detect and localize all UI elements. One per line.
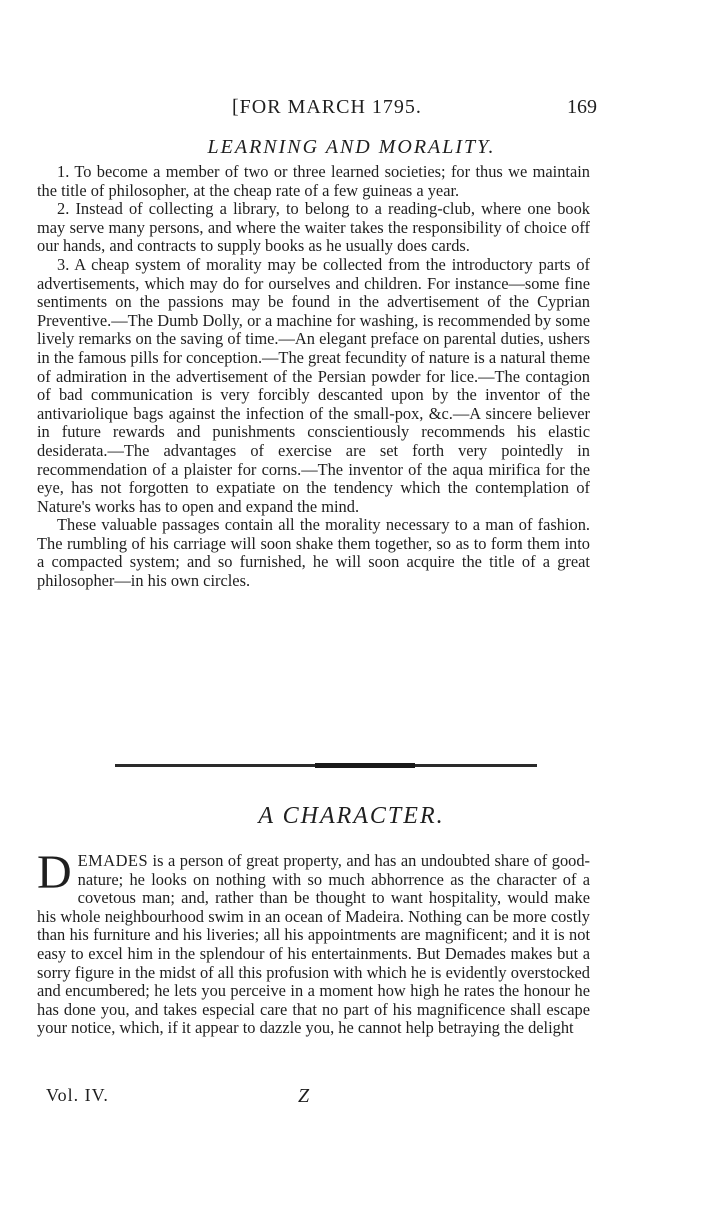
page-number: 169: [567, 96, 597, 118]
drop-cap: D: [37, 846, 72, 899]
paragraph: [37, 846, 590, 1038]
section-body-learning: [37, 163, 590, 591]
section-body-character: [37, 846, 590, 1038]
paragraph: 3. A cheap system of morality may be collected from the introductory parts of advertisements, which may do for ourselves and children. For instance—some fine sentiments on the passions may be found in the advertisement of the Cyprian Preventive.—The Dumb Dolly, or a machine for washing, is recommended by some lively remarks on the saving of time.—An elegant preface on parental duties, ushers in the famous pills for conception.—The great fecundity of nature is a natural theme of admiration in the advertisement of the Persian powder for lice.—The contagion of bad communication is very forcibly descanted upon by the inventor of the antivariolique bags against the infection of the small-pox, &c.—A sincere believer in future rewards and punishments conscientiously recommends his elastic desiderata.—The advantages of exercise are set forth very pointedly in recommendation of a plaister for corns.—The inventor of the aqua mirifica for the eye, has not forgotten to expatiate on the tendency which the contemplation of Nature's works has to open and expand the mind.: [37, 254, 590, 516]
section-title-learning: LEARNING AND MORALITY.: [207, 136, 496, 158]
paragraph: These valuable passages contain all the morality necessary to a man of fashion. The rumbling of his carriage will soon shake them together, so as to form them into a compacted system; and so furnished, he will soon acquire the title of a great philosopher—in his own circles.: [37, 515, 590, 591]
page-header: [0, 96, 703, 122]
paragraph: 1. To become a member of two or three learned societies; for thus we maintain the title of philosopher, at the cheap rate of a few guineas a year.: [37, 162, 590, 200]
paragraph-text: is a person of great property, and has an undoubted share of good-nature; he looks on nothing with so much abhorrence as the character of a covetous man; and, rather than be thought to want hospitality, would make his whole neighbourhood swim in an ocean of Madeira. Nothing can be more costly than his furniture and his liveries; all his appointments are magnificent; and it is not easy to excel him in the splendour of his entertainments. But Demades makes but a sorry figure in the midst of all this profusion with which he is evidently overstocked and encumbered; he lets you perceive in a moment how high he rates the honour he has done you, and takes especial care that no part of his magnificence shall escape your notice, which, if it appear to dazzle you, he cannot help betraying the delight: [37, 851, 590, 1038]
page-footer: [0, 1085, 703, 1109]
signature-mark: Z: [298, 1085, 310, 1107]
section-divider-rule: [115, 764, 537, 767]
volume-label: Vol. IV.: [46, 1085, 109, 1105]
first-word: EMADES: [77, 851, 149, 870]
running-head: [FOR MARCH 1795.: [232, 96, 422, 118]
section-title-character: A CHARACTER.: [258, 803, 445, 829]
paragraph: 2. Instead of collecting a library, to belong to a reading-club, where one book may serve many persons, and where the waiter takes the responsibility of choice off our hands, and contracts to supply books as he usually does cards.: [37, 199, 590, 256]
